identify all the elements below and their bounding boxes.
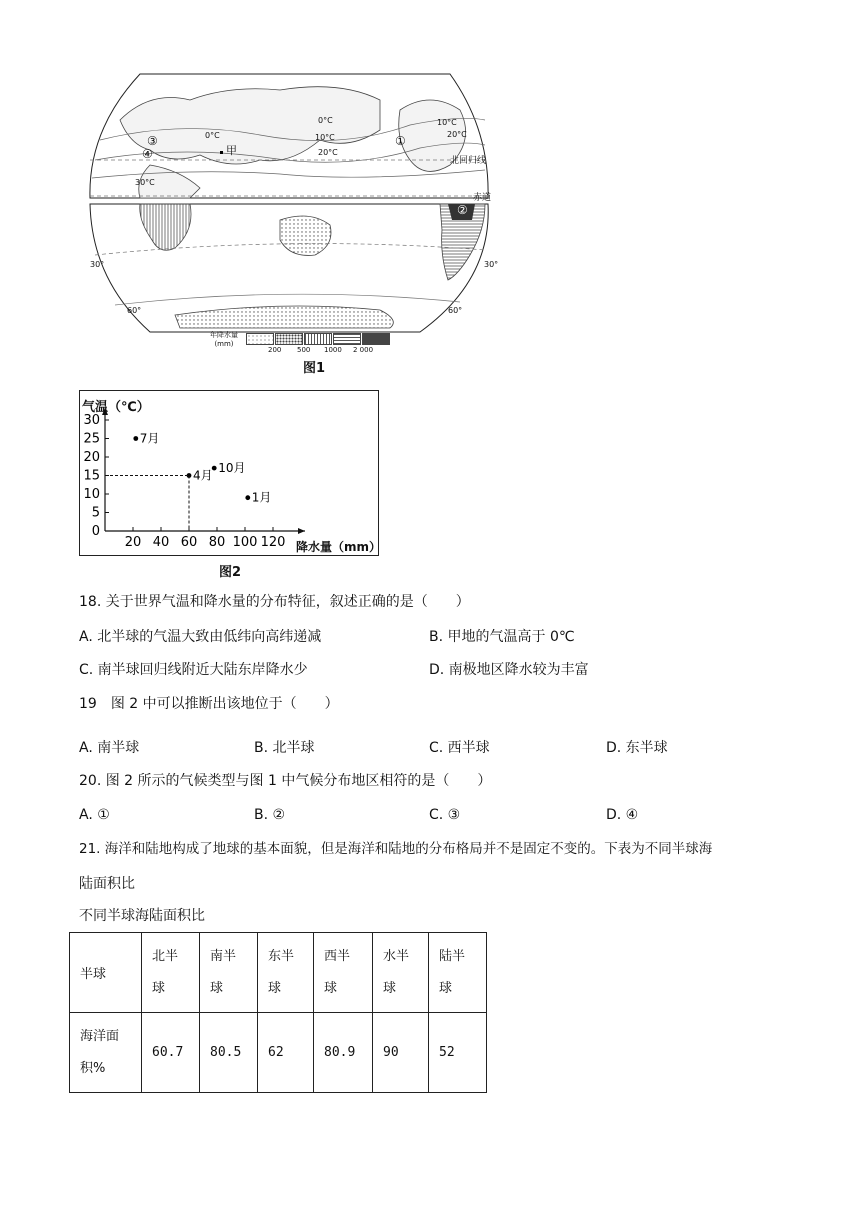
label-lat60-west: 60° [127,306,142,315]
label-climate-4: ④ [142,147,153,161]
q18-option-d[interactable]: D. 南极地区降水较为丰富 [429,662,589,678]
chart-points [105,432,271,532]
legend-swatch-1 [246,333,274,345]
col-south: 南半 球 [200,933,258,1013]
chart-ylabel: 气温（℃） [82,400,150,415]
figure2-caption: 图2 [219,565,242,580]
data-point [245,495,250,500]
label-lat30-west: 30° [90,260,105,269]
data-point [133,436,138,441]
table-row [70,933,487,1013]
label-isotherm-20a: 20°C [318,148,338,157]
legend-tick-2000: 2 000 [353,346,374,354]
data-point-label: 10月 [218,461,246,476]
col-water: 水半 球 [373,933,429,1013]
cell-water-value: 90 [373,1013,429,1093]
data-point-label: 4月 [193,468,213,483]
y-tick-label: 20 [83,450,100,465]
figure1-caption: 图1 [303,361,326,376]
legend-tick-1000: 1000 [324,346,342,354]
cell-north-value: 60.7 [142,1013,200,1093]
y-tick-label: 15 [83,468,100,484]
col-land: 陆半 球 [429,933,487,1013]
q19-option-b[interactable]: B. 北半球 [254,740,315,756]
col-north: 北半 球 [142,933,200,1013]
label-isotherm-0a: 0°C [205,131,220,140]
hemisphere-area-table [69,932,487,1093]
label-isotherm-20b: 20°C [447,130,467,139]
y-tick-label: 5 [91,505,100,521]
cell-land-value: 52 [429,1013,487,1093]
x-tick-label: 100 [232,535,258,550]
data-point-label: 1月 [251,490,272,505]
x-tick-label: 20 [124,535,142,550]
label-isotherm-10b: 10°C [437,118,457,127]
q19-option-c[interactable]: C. 西半球 [429,740,490,756]
q21-stem-line2: 陆面积比 [79,876,135,892]
x-tick-label: 120 [260,535,286,550]
label-isotherm-10a: 10°C [315,133,335,142]
col-east: 东半 球 [258,933,314,1013]
label-lat60-east: 60° [448,306,463,315]
q18-option-c[interactable]: C. 南半球回归线附近大陆东岸降水少 [79,662,308,678]
q20-option-b[interactable]: B. ② [254,807,286,823]
q18-option-b[interactable]: B. 甲地的气温高于 0℃ [429,629,575,645]
legend-tick-500: 500 [297,346,311,354]
q20-option-c[interactable]: C. ③ [429,807,461,823]
legend-swatch-5 [362,333,390,345]
cell-west-value: 80.9 [314,1013,373,1093]
q21-table-title: 不同半球海陆面积比 [79,908,205,924]
legend-tick-200: 200 [268,346,282,354]
world-precipitation-map [80,70,500,355]
label-lat30-east: 30° [484,260,499,269]
data-point-label: 7月 [139,431,160,446]
q19-option-d[interactable]: D. 东半球 [606,740,668,756]
label-jia: 甲 [226,144,237,157]
x-tick-label: 80 [208,535,226,550]
x-tick-label: 60 [180,535,198,550]
y-tick-label: 10 [83,487,100,502]
y-tick-label: 0 [91,524,100,539]
legend-swatch-4 [333,333,361,345]
x-axis-arrow [298,528,305,534]
q21-stem-line1: 21. 海洋和陆地构成了地球的基本面貌，但是海洋和陆地的分布格局并不是固定不变的。下表为不同半球海 [79,841,713,857]
legend-swatch-2 [275,333,303,345]
chart-xlabel: 降水量（mm） [296,540,382,554]
x-tick-label: 40 [152,535,170,550]
row-header-ocean-area: 海洋面 积% [70,1013,142,1093]
label-climate-3: ③ [147,134,158,148]
label-equator: 赤道 [473,193,492,203]
y-tick-label: 30 [83,413,100,428]
legend-title: 年降水量 (mm) [210,331,238,348]
label-isotherm-30: 30°C [135,178,155,187]
col-west: 西半 球 [314,933,373,1013]
row-header-hemisphere: 半球 [70,933,142,1013]
data-point [212,466,217,471]
legend-swatch-3 [304,333,332,345]
q18-option-a[interactable]: A. 北半球的气温大致由低纬向高纬递减 [79,629,322,645]
chart-ticks [83,413,285,550]
cell-south-value: 80.5 [200,1013,258,1093]
y-tick-label: 25 [83,431,100,447]
label-tropic: 北回归线 [450,156,487,166]
q20-stem: 20. 图 2 所示的气候类型与图 1 中气候分布地区相符的是（ ） [79,773,492,789]
q19-option-a[interactable]: A. 南半球 [79,740,140,756]
q20-option-d[interactable]: D. ④ [606,807,639,823]
cell-east-value: 62 [258,1013,314,1093]
q19-stem: 19 图 2 中可以推断出该地位于（ ） [79,696,339,712]
label-climate-1: ① [395,134,406,148]
label-isotherm-0b: 0°C [318,116,333,125]
q18-stem: 18. 关于世界气温和降水量的分布特征，叙述正确的是（ ） [79,594,470,610]
q20-option-a[interactable]: A. ① [79,807,110,823]
label-climate-2: ② [457,203,468,217]
table-row [70,1013,487,1093]
